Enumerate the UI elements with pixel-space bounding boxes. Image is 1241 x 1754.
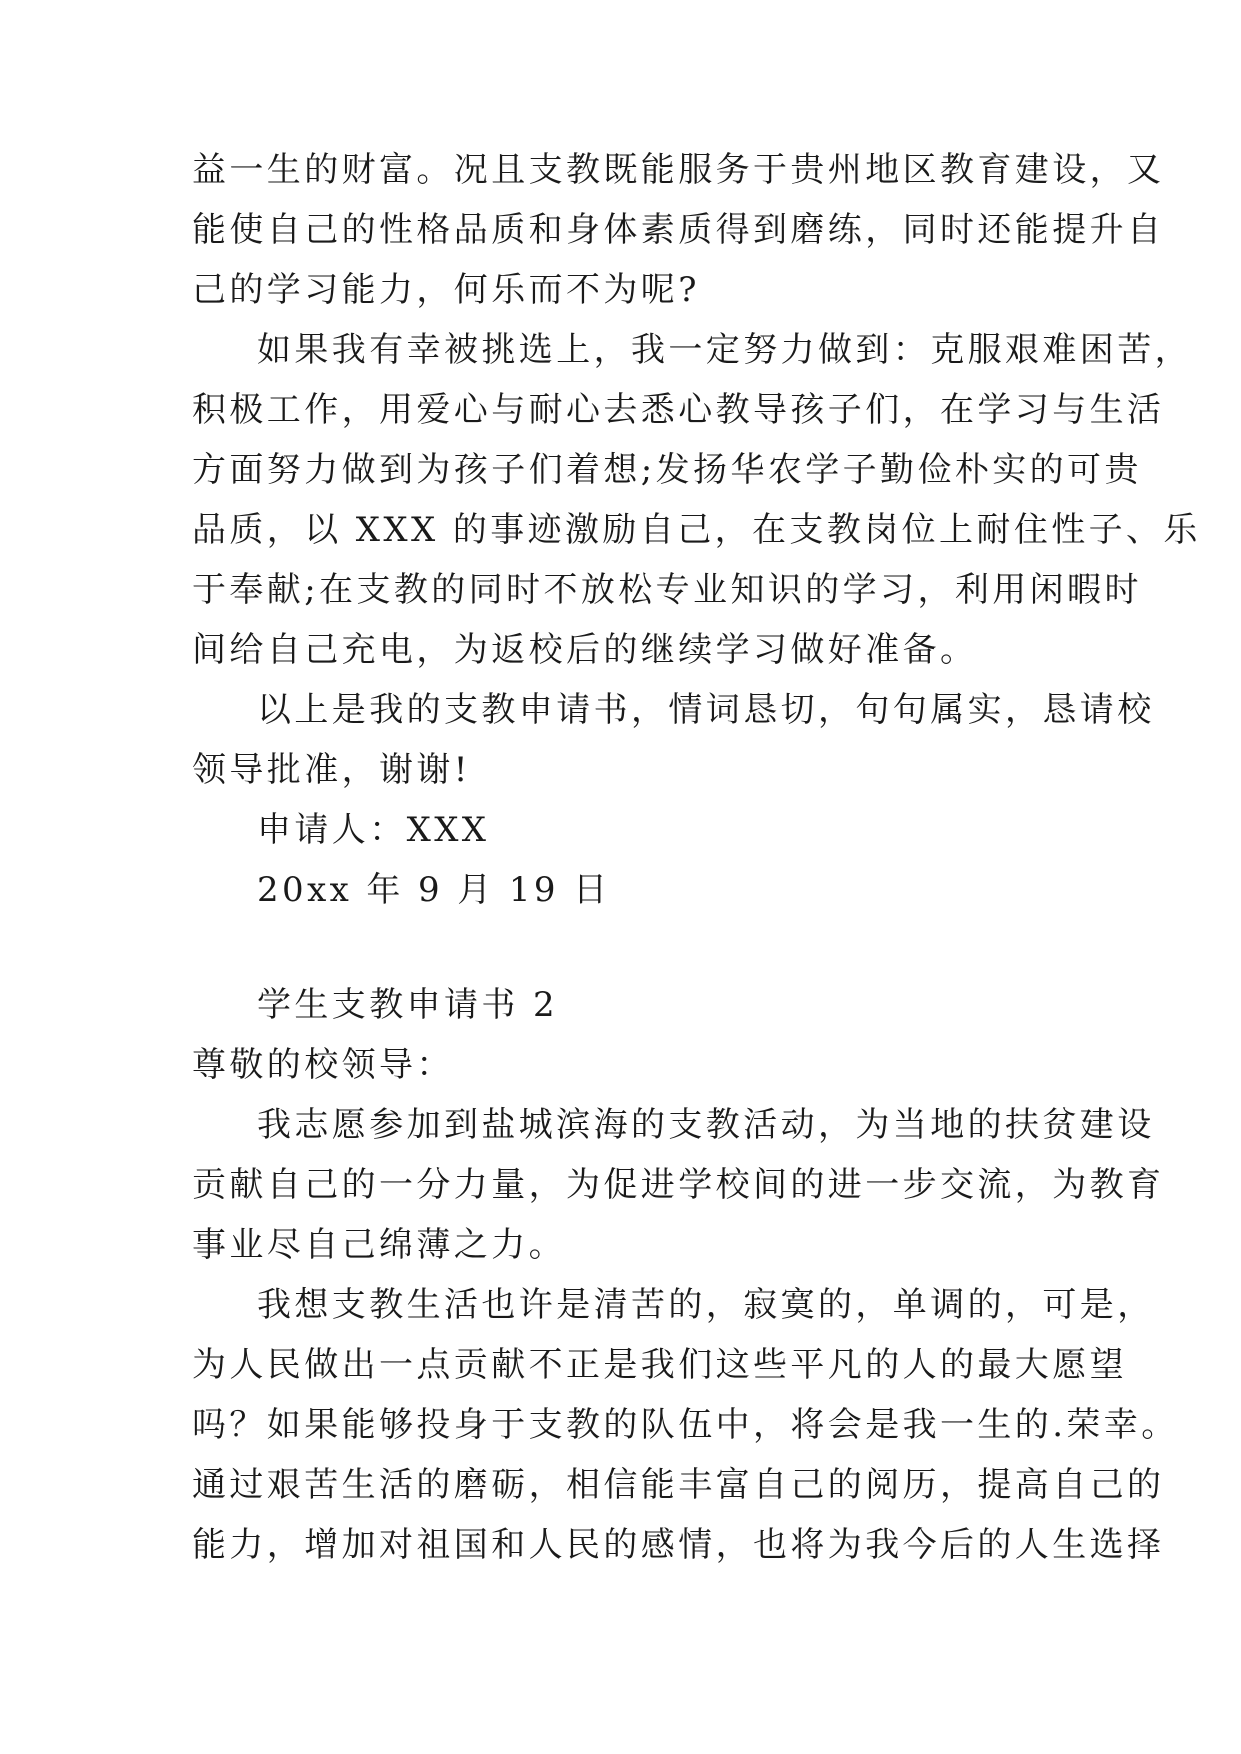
body-text-line: 以上是我的支教申请书，情词恳切，句句属实，恳请校 (257, 690, 1155, 730)
body-text-line: 吗？如果能够投身于支教的队伍中，将会是我一生的.荣幸。 (192, 1405, 1179, 1445)
body-text-line: 贡献自己的一分力量，为促进学校间的进一步交流，为教育 (192, 1165, 1165, 1205)
body-text-line: 通过艰苦生活的磨砺，相信能丰富自己的阅历，提高自己的 (192, 1465, 1165, 1505)
body-text-line: 间给自己充电，为返校后的继续学习做好准备。 (192, 630, 978, 670)
body-text-line: 积极工作，用爱心与耐心去悉心教导孩子们，在学习与生活 (192, 390, 1165, 430)
body-text-line: 品质，以 XXX 的事迹激励自己，在支教岗位上耐住性子、乐 (192, 510, 1201, 550)
body-text-line: 我想支教生活也许是清苦的，寂寞的，单调的，可是， (257, 1285, 1155, 1325)
body-text-line: 能使自己的性格品质和身体素质得到磨练，同时还能提升自 (192, 210, 1165, 250)
salutation: 尊敬的校领导： (192, 1045, 454, 1085)
body-text-line: 事业尽自己绵薄之力。 (192, 1225, 566, 1265)
body-text-line: 如果我有幸被挑选上，我一定努力做到：克服艰难困苦， (257, 330, 1192, 370)
body-text-line: 我志愿参加到盐城滨海的支教活动，为当地的扶贫建设 (257, 1105, 1155, 1145)
body-text-line: 方面努力做到为孩子们着想;发扬华农学子勤俭朴实的可贵 (192, 450, 1142, 490)
body-text-line: 能力，增加对祖国和人民的感情，也将为我今后的人生选择 (192, 1525, 1165, 1565)
body-text-line: 己的学习能力，何乐而不为呢? (192, 270, 700, 310)
application-date: 20xx 年 9 月 19 日 (257, 870, 611, 910)
body-text-line: 于奉献;在支教的同时不放松专业知识的学习，利用闲暇时 (192, 570, 1142, 610)
body-text-line: 益一生的财富。况且支教既能服务于贵州地区教育建设，又 (192, 150, 1165, 190)
body-text-line: 为人民做出一点贡献不正是我们这些平凡的人的最大愿望 (192, 1345, 1127, 1385)
section-title: 学生支教申请书 2 (257, 985, 559, 1025)
applicant-signature: 申请人：XXX (257, 810, 490, 850)
body-text-line: 领导批准，谢谢! (192, 750, 471, 790)
